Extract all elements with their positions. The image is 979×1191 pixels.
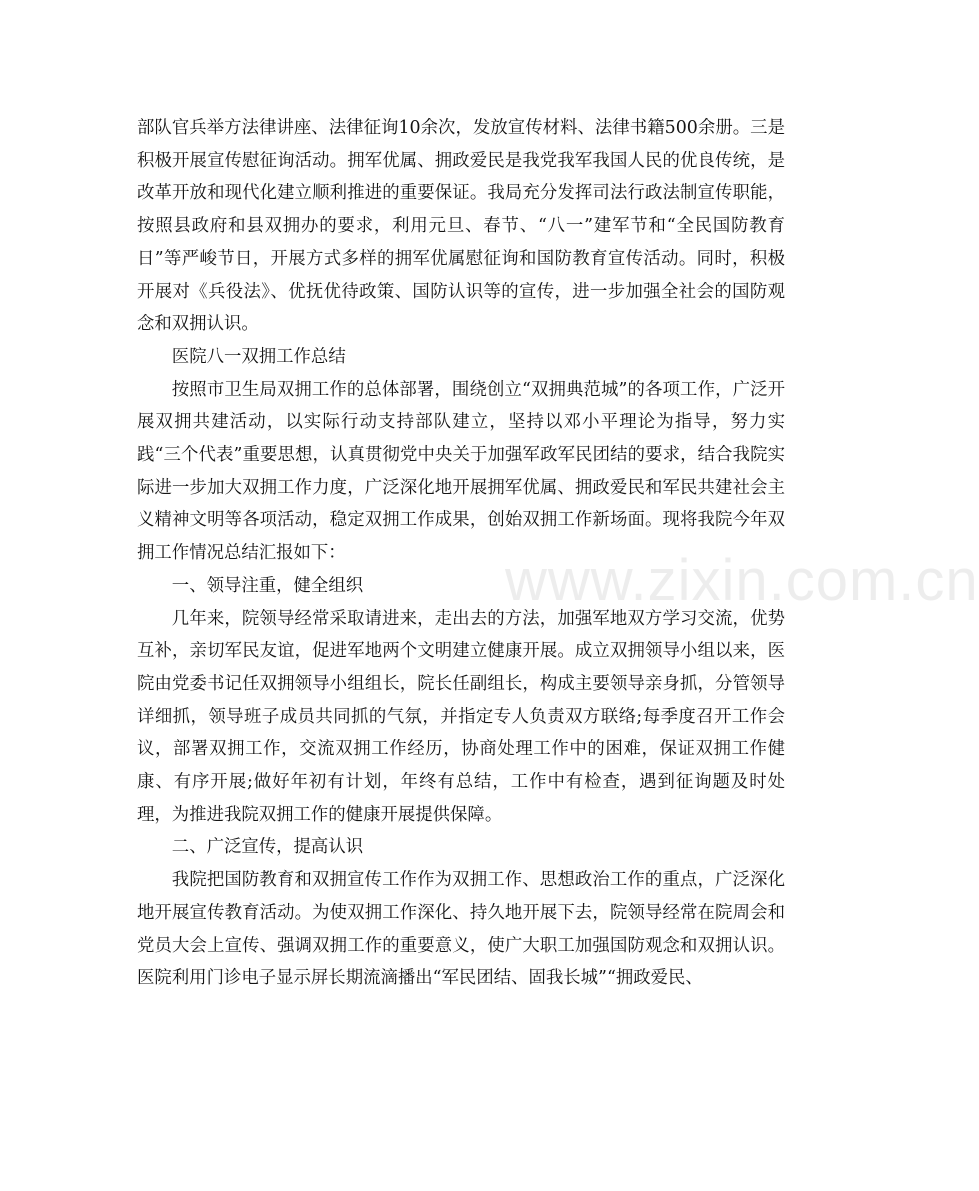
paragraph-publicity: 我院把国防教育和双拥宣传工作作为双拥工作、思想政治工作的重点，广泛深化地开展宣传教育活动。为使双拥工作深化、持久地开展下去，院领导经常在院周会和党员大会上宣传、强调双拥工作的重要意义，使广大职工加强国防观念和双拥认识。医院利用门诊电子显示屏长期流滴播出“军民团结、固我长城”“拥政爱民、 <box>137 870 785 989</box>
paragraph-intro: 按照市卫生局双拥工作的总体部署，围绕创立“双拥典范城”的各项工作，广泛开展双拥共建活动，以实际行动支持部队建立，坚持以邓小平理论为指导，努力实践“三个代表”重要思想，认真贯彻党中央关于加强军政军民团结的要求，结合我院实际进一步加大双拥工作力度，广泛深化地开展拥军优属、拥政爱民和军民共建社会主义精神文明等各项活动，稳定双拥工作成果，创始双拥工作新场面。现将我院今年双拥工作情况总结汇报如下： <box>137 379 785 564</box>
section-title: 医院八一双拥工作总结 <box>171 346 346 367</box>
watermark: www.zixin.com.cn <box>505 548 979 613</box>
subheading-leadership: 一、领导注重，健全组织 <box>171 575 364 596</box>
paragraph-leadership: 几年来，院领导经常采取请进来，走出去的方法，加强军地双方学习交流，优势互补，亲切军民友谊，促进军地两个文明建立健康开展。成立双拥领导小组以来，医院由党委书记任双拥领导小组组长，院长任副组长，构成主要领导亲身抓，分管领导详细抓，领导班子成员共同抓的气氛，并指定专人负责双方联络;每季度召开工作会议，部署双拥工作，交流双拥工作经历，协商处理工作中的困难，保证双拥工作健康、有序开展;做好年初有计划，年终有总结，工作中有检查，遇到征询题及时处理，为推进我院双拥工作的健康开展提供保障。 <box>137 608 785 825</box>
paragraph-continuation: 部队官兵举方法律讲座、法律征询10余次，发放宣传材料、法律书籍500余册。三是积极开展宣传慰征询活动。拥军优属、拥政爱民是我党我军我国人民的优良传统，是改革开放和现代化建立顺利推进的重要保证。我局充分发挥司法行政法制宣传职能，按照县政府和县双拥办的要求，利用元旦、春节、“八一”建军节和“全民国防教育日”等严峻节日，开展方式多样的拥军优属慰征询和国防教育宣传活动。同时，积极开展对《兵役法》、优抚优待政策、国防认识等的宣传，进一步加强全社会的国防观念和双拥认识。 <box>137 118 785 335</box>
document-body <box>137 112 785 995</box>
subheading-publicity: 二、广泛宣传，提高认识 <box>171 837 364 858</box>
